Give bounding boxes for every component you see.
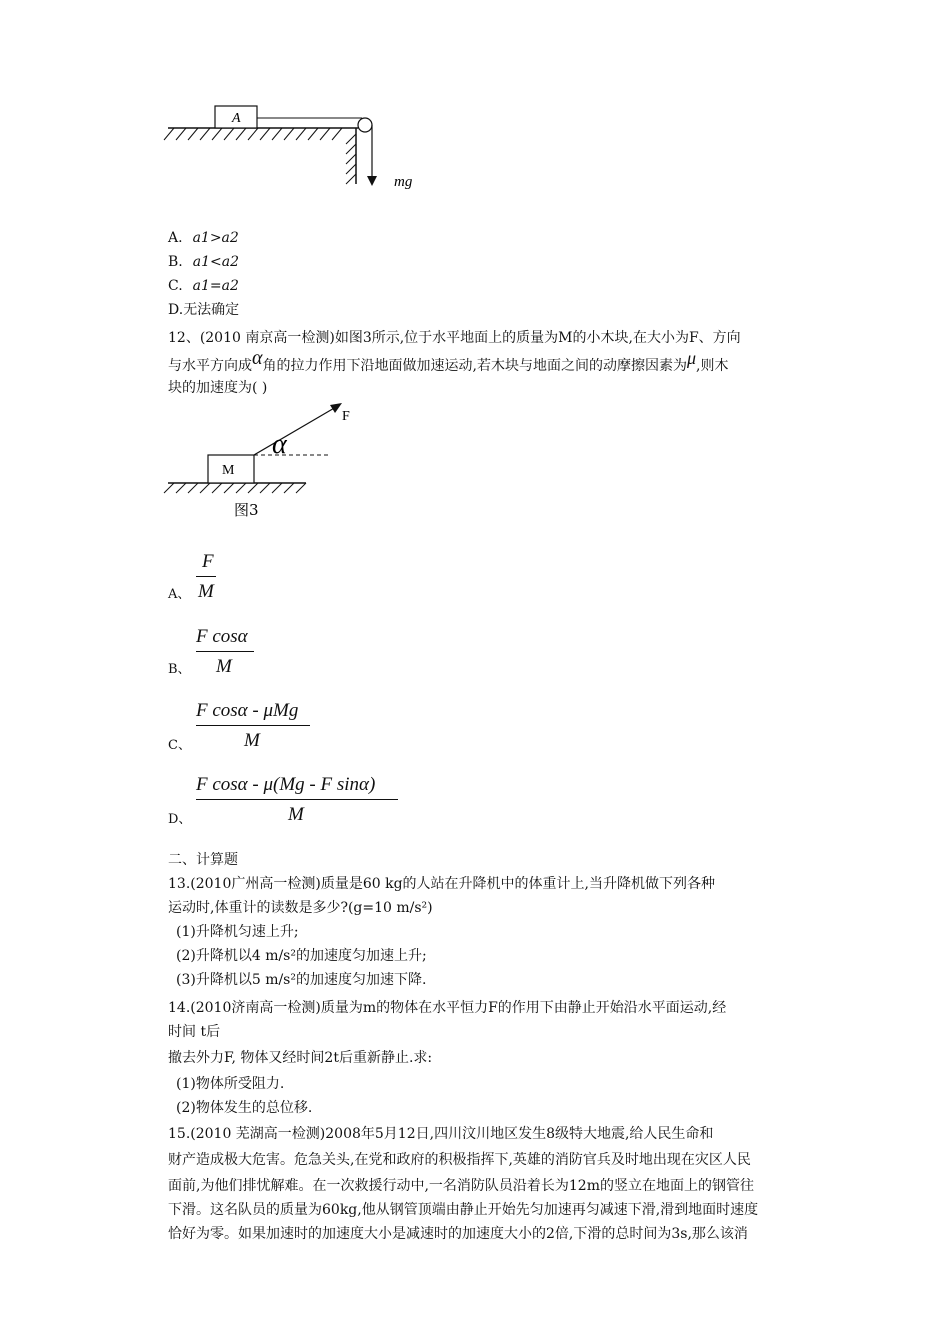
figure-3-caption: 图3 bbox=[234, 501, 259, 519]
arrow-force-icon bbox=[330, 403, 342, 413]
q15-line-3: 面前,为他们排忧解难。在一次救援行动中,一名消防队员沿着长为12m的竖立在地面上的钢管往 bbox=[168, 1178, 754, 1194]
q12-option-d-label: D、 bbox=[168, 812, 192, 827]
figure-3-block-pulled bbox=[160, 395, 380, 525]
q14-item-2: (2)物体发生的总位移. bbox=[176, 1100, 313, 1116]
q14-item-1: (1)物体所受阻力. bbox=[176, 1076, 285, 1092]
q12-option-a-label: A、 bbox=[168, 587, 191, 602]
q13-line-1: 13.(2010广州高一检测)质量是60 kg的人站在升降机中的体重计上,当升降机做下列各种 bbox=[168, 876, 715, 892]
q12-line-2: 与水平方向成α角的拉力作用下沿地面做加速运动,若木块与地面之间的动摩擦因素为μ,则木 bbox=[168, 347, 729, 374]
angle-alpha-label: α bbox=[272, 429, 287, 460]
q12-option-c-label: C、 bbox=[168, 738, 191, 753]
q14-line-2: 时间 t后 bbox=[168, 1024, 221, 1040]
q13-line-2: 运动时,体重计的读数是多少?(g=10 m/s²) bbox=[168, 900, 433, 916]
q12-line-3: 块的加速度为( ) bbox=[168, 380, 268, 396]
q11-option-b: B. a1<a2 bbox=[168, 254, 239, 270]
q12-option-d-fraction: F cosα - μ(Mg - F sinα) M bbox=[196, 774, 416, 824]
figure-1-block-pulley bbox=[160, 98, 440, 198]
pulley bbox=[358, 118, 372, 132]
q12-option-c-fraction: F cosα - μMg M bbox=[196, 700, 326, 750]
force-mg-label: mg bbox=[394, 174, 413, 190]
q15-line-1: 15.(2010 芜湖高一检测)2008年5月12日,四川汶川地区发生8级特大地震,给人民生命和 bbox=[168, 1126, 714, 1142]
q15-line-4: 下滑。这名队员的质量为60kg,他从钢管顶端由静止开始先匀加速再匀减速下滑,滑到地面时速度 bbox=[168, 1202, 759, 1218]
q13-item-3: (3)升降机以5 m/s²的加速度匀加速下降. bbox=[176, 972, 427, 988]
q13-item-2: (2)升降机以4 m/s²的加速度匀加速上升; bbox=[176, 948, 427, 964]
q15-line-2: 财产造成极大危害。危急关头,在党和政府的积极指挥下,英雄的消防官兵及时地出现在灾区人民 bbox=[168, 1152, 751, 1168]
q12-option-a-fraction: F M bbox=[196, 551, 226, 601]
q11-option-d: D.无法确定 bbox=[168, 302, 240, 318]
q11-option-a: A. a1>a2 bbox=[168, 230, 239, 246]
q12-option-b-label: B、 bbox=[168, 662, 191, 677]
q12-option-b-fraction: F cosα M bbox=[196, 626, 266, 676]
q14-line-3: 撤去外力F, 物体又经时间2t后重新静止.求: bbox=[168, 1050, 433, 1066]
block-a-label: A bbox=[232, 111, 241, 126]
arrow-down-icon bbox=[367, 176, 377, 186]
q15-line-5: 恰好为零。如果加速时的加速度大小是减速时的加速度大小的2倍,下滑的总时间为3s,那么该消 bbox=[168, 1226, 748, 1242]
q14-line-1: 14.(2010济南高一检测)质量为m的物体在水平恒力F的作用下由静止开始沿水平面运动,经 bbox=[168, 1000, 727, 1016]
q13-item-1: (1)升降机匀速上升; bbox=[176, 924, 299, 940]
q11-option-c: C. a1=a2 bbox=[168, 278, 239, 294]
section-2-title: 二、计算题 bbox=[168, 852, 238, 868]
block-m-label: M bbox=[222, 463, 235, 478]
force-f-label: F bbox=[342, 409, 350, 424]
q12-line-1: 12、(2010 南京高一检测)如图3所示,位于水平地面上的质量为M的小木块,在大小为F、方向 bbox=[168, 330, 741, 346]
